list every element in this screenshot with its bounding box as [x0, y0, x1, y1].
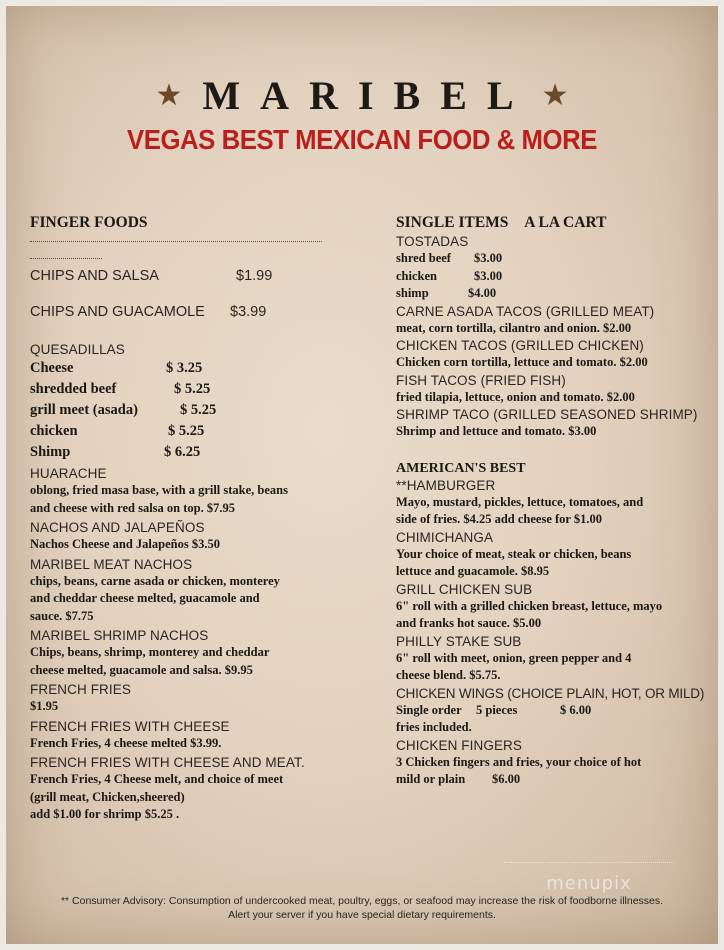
item-desc: chips, beans, carne asada or chicken, monterey [30, 573, 280, 588]
wings-order-row [396, 702, 716, 720]
star-right-icon: ★ [541, 78, 569, 113]
quesadilla-name: grill meet (asada) [30, 402, 138, 418]
item-desc: $1.95 [30, 699, 59, 713]
item-name-fries-cheese: FRENCH FRIES WITH CHEESE [30, 718, 230, 734]
star-left-icon: ★ [155, 78, 183, 113]
item-desc: Mayo, mustard, pickles, lettuce, tomatoes, and [396, 494, 644, 509]
advisory-line: Alert your server if you have special dietary requirements. [228, 909, 496, 921]
quesadilla-row [30, 379, 350, 400]
item-name-meat-nachos: MARIBEL MEAT NACHOS [30, 556, 193, 572]
tostada-name: shred beef [396, 251, 451, 265]
item-desc: side of fries. $4.25 add cheese for $1.00 [396, 512, 602, 526]
section-title-americans-best: AMERICAN'S BEST [396, 460, 526, 476]
item-desc: cheese blend. $5.75. [396, 668, 501, 682]
tostada-row [396, 268, 716, 286]
quesadilla-price: $ 5.25 [180, 402, 217, 418]
quesadilla-name: Cheese [30, 360, 74, 376]
menu-item-chips-salsa [30, 267, 350, 285]
right-column [396, 213, 716, 789]
item-name-huarache: HUARACHE [30, 466, 107, 481]
item-desc: French Fries, 4 cheese melted $3.99. [30, 735, 222, 750]
consumer-advisory [6, 894, 718, 922]
single-items-label: SINGLE ITEMS [396, 214, 509, 231]
quesadilla-row [30, 421, 350, 442]
item-name-chicken-fingers: CHICKEN FINGERS [396, 737, 523, 753]
dotted-divider-short [30, 250, 102, 259]
menu-header [6, 74, 718, 156]
quesadilla-name: shredded beef [30, 381, 117, 397]
tagline: VEGAS BEST MEXICAN FOOD & MORE [127, 124, 597, 155]
watermark-logo: menupix [504, 862, 674, 900]
menu-page [6, 6, 718, 944]
item-desc: add $1.00 for shrimp $5.25 . [30, 807, 180, 821]
tostada-price: $3.00 [474, 268, 503, 283]
item-name-carne-asada: CARNE ASADA TACOS (GRILLED MEAT) [396, 303, 655, 319]
item-name-nachos-jalapenos: NACHOS AND JALAPEÑOS [30, 520, 205, 535]
item-name-chicken-tacos: CHICKEN TACOS (GRILLED CHICKEN) [396, 338, 644, 353]
item-price: $1.99 [236, 268, 273, 284]
item-name-hamburger: **HAMBURGER [396, 477, 496, 493]
item-name-quesadillas: QUESADILLAS [30, 342, 125, 357]
wings-single: Single order [396, 702, 462, 717]
a-la-cart-label: A LA CART [524, 214, 607, 231]
tostada-name: chicken [396, 268, 437, 283]
item-desc: Nachos Cheese and Jalapeños $3.50 [30, 537, 220, 551]
tostada-row [396, 250, 716, 268]
item-desc: lettuce and guacamole. $8.95 [396, 564, 550, 578]
item-desc: Chicken corn tortilla, lettuce and tomato. $2.00 [396, 355, 648, 369]
item-desc: (grill meat, Chicken,sheered) [30, 789, 185, 804]
tostada-row [396, 285, 716, 303]
fingers-price: $6.00 [492, 772, 521, 786]
tostada-price: $3.00 [474, 251, 503, 265]
dotted-divider [30, 233, 322, 242]
quesadilla-price: $ 3.25 [166, 360, 203, 376]
item-desc: fried tilapia, lettuce, onion and tomato. $2.00 [396, 389, 635, 404]
section-title-finger-foods: FINGER FOODS [30, 214, 148, 231]
advisory-line: ** Consumer Advisory: Consumption of undercooked meat, poultry, eggs, or seafood may increase the risk of foodborne illnesses. [60, 895, 664, 907]
left-column [30, 213, 350, 824]
wings-price: $ 6.00 [560, 702, 592, 717]
quesadilla-price: $ 6.25 [164, 444, 201, 460]
item-desc: Chips, beans, shrimp, monterey and cheddar [30, 645, 270, 659]
quesadilla-row [30, 400, 350, 421]
section-title-single-items [396, 213, 716, 233]
item-name-shrimp-taco: SHRIMP TACO (GRILLED SEASONED SHRIMP) [396, 407, 698, 422]
item-name-tostadas: TOSTADAS [396, 234, 469, 249]
restaurant-name: MARIBEL [202, 73, 534, 118]
item-desc: and cheddar cheese melted, guacamole and [30, 591, 260, 605]
item-name-fish-tacos: FISH TACOS (FRIED FISH) [396, 372, 566, 388]
item-name-shrimp-nachos: MARIBEL SHRIMP NACHOS [30, 628, 209, 643]
quesadilla-name: Shimp [30, 444, 71, 460]
item-name-chimichanga: CHIMICHANGA [396, 529, 494, 545]
quesadilla-row [30, 358, 350, 379]
quesadilla-price: $ 5.25 [174, 381, 211, 397]
item-desc: 6" roll with meet, onion, green pepper and 4 [396, 650, 632, 665]
tostada-price: $4.00 [468, 286, 497, 300]
item-name-french-fries: FRENCH FRIES [30, 682, 131, 697]
item-desc: meat, corn tortilla, cilantro and onion. $2.00 [396, 320, 632, 335]
item-desc: and franks hot sauce. $5.00 [396, 616, 542, 630]
item-price: $3.99 [230, 304, 267, 320]
wings-pieces: 5 pieces [476, 702, 518, 717]
menu-item-chips-guacamole [30, 303, 350, 321]
item-desc: 6" roll with a grilled chicken breast, lettuce, mayo [396, 598, 663, 613]
item-desc: French Fries, 4 Cheese melt, and choice of meet [30, 772, 284, 786]
quesadilla-price: $ 5.25 [168, 423, 205, 439]
item-name-chicken-wings: CHICKEN WINGS (CHOICE PLAIN, HOT, OR MILD) [396, 685, 705, 701]
tostada-name: shimp [396, 286, 429, 300]
fingers-price-row [396, 771, 716, 789]
item-desc: oblong, fried masa base, with a grill stake, beans [30, 483, 289, 497]
item-desc: sauce. $7.75 [30, 608, 94, 623]
item-desc: fries included. [396, 720, 472, 734]
item-name: CHIPS AND SALSA [30, 268, 159, 284]
item-desc: 3 Chicken fingers and fries, your choice of hot [396, 754, 642, 769]
item-desc: cheese melted, guacamole and salsa. $9.95 [30, 662, 253, 677]
item-name-grill-chicken-sub: GRILL CHICKEN SUB [396, 581, 533, 597]
brand-row [6, 74, 718, 118]
item-desc: and cheese with red salsa on top. $7.95 [30, 500, 235, 515]
quesadilla-row [30, 442, 350, 463]
quesadilla-name: chicken [30, 423, 78, 439]
item-desc: Your choice of meat, steak or chicken, beans [396, 546, 632, 561]
item-name: CHIPS AND GUACAMOLE [30, 304, 205, 320]
item-name-fries-cheese-meat: FRENCH FRIES WITH CHEESE AND MEAT. [30, 755, 305, 770]
item-desc: Shrimp and lettuce and tomato. $3.00 [396, 424, 597, 438]
item-name-philly-stake-sub: PHILLY STAKE SUB [396, 633, 522, 649]
fingers-choice: mild or plain [396, 772, 466, 786]
